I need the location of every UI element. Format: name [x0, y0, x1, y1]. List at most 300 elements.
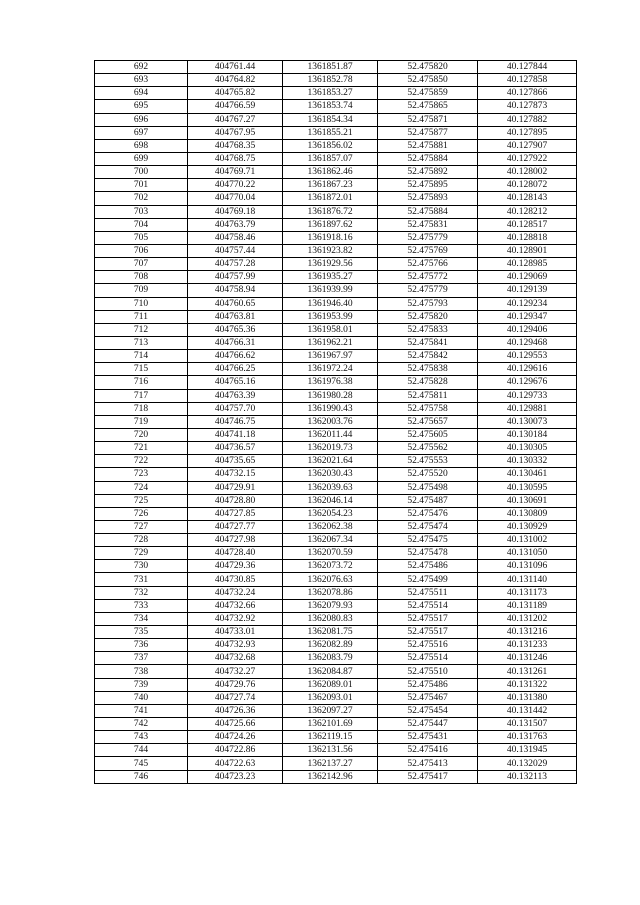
latitude-cell: 52.475498 [378, 481, 478, 494]
x-coordinate-cell: 404758.46 [188, 231, 283, 244]
y-coordinate-cell: 1361980.28 [283, 389, 378, 402]
y-coordinate-cell: 1362019.73 [283, 442, 378, 455]
table-row [95, 586, 577, 599]
table-row [95, 323, 577, 336]
table-row [95, 770, 577, 783]
y-coordinate-cell: 1361853.74 [283, 100, 378, 113]
x-coordinate-cell: 404732.66 [188, 599, 283, 612]
longitude-cell: 40.131140 [478, 573, 577, 586]
point-number-cell: 737 [95, 652, 188, 665]
point-number-cell: 722 [95, 455, 188, 468]
x-coordinate-cell: 404768.75 [188, 152, 283, 165]
longitude-cell: 40.131173 [478, 586, 577, 599]
x-coordinate-cell: 404757.99 [188, 271, 283, 284]
latitude-cell: 52.475811 [378, 389, 478, 402]
table-row [95, 468, 577, 481]
point-number-cell: 713 [95, 336, 188, 349]
y-coordinate-cell: 1361867.23 [283, 179, 378, 192]
y-coordinate-cell: 1362062.38 [283, 520, 378, 533]
x-coordinate-cell: 404727.85 [188, 507, 283, 520]
y-coordinate-cell: 1362142.96 [283, 770, 378, 783]
longitude-cell: 40.130184 [478, 428, 577, 441]
longitude-cell: 40.131507 [478, 718, 577, 731]
x-coordinate-cell: 404732.27 [188, 665, 283, 678]
y-coordinate-cell: 1362137.27 [283, 757, 378, 770]
point-number-cell: 716 [95, 376, 188, 389]
latitude-cell: 52.475510 [378, 665, 478, 678]
latitude-cell: 52.475772 [378, 271, 478, 284]
point-number-cell: 704 [95, 218, 188, 231]
x-coordinate-cell: 404757.28 [188, 258, 283, 271]
y-coordinate-cell: 1361935.27 [283, 271, 378, 284]
longitude-cell: 40.129069 [478, 271, 577, 284]
y-coordinate-cell: 1362073.72 [283, 560, 378, 573]
y-coordinate-cell: 1362079.93 [283, 599, 378, 612]
point-number-cell: 742 [95, 718, 188, 731]
y-coordinate-cell: 1361854.34 [283, 113, 378, 126]
longitude-cell: 40.131050 [478, 547, 577, 560]
point-number-cell: 746 [95, 770, 188, 783]
table-row [95, 639, 577, 652]
point-number-cell: 738 [95, 665, 188, 678]
longitude-cell: 40.129347 [478, 310, 577, 323]
longitude-cell: 40.131002 [478, 534, 577, 547]
x-coordinate-cell: 404727.74 [188, 691, 283, 704]
point-number-cell: 741 [95, 704, 188, 717]
y-coordinate-cell: 1361976.38 [283, 376, 378, 389]
longitude-cell: 40.131189 [478, 599, 577, 612]
x-coordinate-cell: 404746.75 [188, 415, 283, 428]
x-coordinate-cell: 404727.77 [188, 520, 283, 533]
table-row [95, 678, 577, 691]
point-number-cell: 706 [95, 244, 188, 257]
y-coordinate-cell: 1362054.23 [283, 507, 378, 520]
longitude-cell: 40.130809 [478, 507, 577, 520]
y-coordinate-cell: 1361876.72 [283, 205, 378, 218]
longitude-cell: 40.130305 [478, 442, 577, 455]
table-row [95, 534, 577, 547]
longitude-cell: 40.128985 [478, 258, 577, 271]
longitude-cell: 40.130073 [478, 415, 577, 428]
table-row [95, 152, 577, 165]
latitude-cell: 52.475838 [378, 363, 478, 376]
table-row [95, 731, 577, 744]
latitude-cell: 52.475417 [378, 770, 478, 783]
y-coordinate-cell: 1361953.99 [283, 310, 378, 323]
y-coordinate-cell: 1362097.27 [283, 704, 378, 717]
y-coordinate-cell: 1362119.15 [283, 731, 378, 744]
x-coordinate-cell: 404767.27 [188, 113, 283, 126]
y-coordinate-cell: 1362046.14 [283, 494, 378, 507]
latitude-cell: 52.475859 [378, 87, 478, 100]
table-row [95, 205, 577, 218]
latitude-cell: 52.475520 [378, 468, 478, 481]
y-coordinate-cell: 1361872.01 [283, 192, 378, 205]
y-coordinate-cell: 1361939.99 [283, 284, 378, 297]
x-coordinate-cell: 404763.39 [188, 389, 283, 402]
x-coordinate-cell: 404760.65 [188, 297, 283, 310]
table-row [95, 284, 577, 297]
table-row [95, 244, 577, 257]
latitude-cell: 52.475831 [378, 218, 478, 231]
y-coordinate-cell: 1362083.79 [283, 652, 378, 665]
y-coordinate-cell: 1362093.01 [283, 691, 378, 704]
x-coordinate-cell: 404757.70 [188, 402, 283, 415]
point-number-cell: 699 [95, 152, 188, 165]
x-coordinate-cell: 404722.86 [188, 744, 283, 757]
table-row [95, 231, 577, 244]
x-coordinate-cell: 404722.63 [188, 757, 283, 770]
y-coordinate-cell: 1362080.83 [283, 612, 378, 625]
x-coordinate-cell: 404761.44 [188, 61, 283, 74]
longitude-cell: 40.131246 [478, 652, 577, 665]
latitude-cell: 52.475820 [378, 310, 478, 323]
longitude-cell: 40.130595 [478, 481, 577, 494]
table-row [95, 626, 577, 639]
longitude-cell: 40.129468 [478, 336, 577, 349]
point-number-cell: 732 [95, 586, 188, 599]
point-number-cell: 694 [95, 87, 188, 100]
table-row [95, 652, 577, 665]
x-coordinate-cell: 404730.85 [188, 573, 283, 586]
longitude-cell: 40.128212 [478, 205, 577, 218]
y-coordinate-cell: 1362081.75 [283, 626, 378, 639]
table-row [95, 507, 577, 520]
y-coordinate-cell: 1361855.21 [283, 126, 378, 139]
longitude-cell: 40.131380 [478, 691, 577, 704]
table-row [95, 520, 577, 533]
x-coordinate-cell: 404724.26 [188, 731, 283, 744]
latitude-cell: 52.475476 [378, 507, 478, 520]
longitude-cell: 40.130461 [478, 468, 577, 481]
longitude-cell: 40.127882 [478, 113, 577, 126]
longitude-cell: 40.131763 [478, 731, 577, 744]
x-coordinate-cell: 404757.44 [188, 244, 283, 257]
table-row [95, 665, 577, 678]
longitude-cell: 40.131216 [478, 626, 577, 639]
latitude-cell: 52.475474 [378, 520, 478, 533]
latitude-cell: 52.475454 [378, 704, 478, 717]
latitude-cell: 52.475562 [378, 442, 478, 455]
x-coordinate-cell: 404728.40 [188, 547, 283, 560]
y-coordinate-cell: 1361852.78 [283, 74, 378, 87]
table-row [95, 100, 577, 113]
x-coordinate-cell: 404723.23 [188, 770, 283, 783]
latitude-cell: 52.475850 [378, 74, 478, 87]
table-row [95, 691, 577, 704]
latitude-cell: 52.475895 [378, 179, 478, 192]
x-coordinate-cell: 404770.22 [188, 179, 283, 192]
longitude-cell: 40.128002 [478, 166, 577, 179]
x-coordinate-cell: 404763.79 [188, 218, 283, 231]
y-coordinate-cell: 1361923.82 [283, 244, 378, 257]
longitude-cell: 40.127922 [478, 152, 577, 165]
table-row [95, 560, 577, 573]
longitude-cell: 40.129406 [478, 323, 577, 336]
y-coordinate-cell: 1361962.21 [283, 336, 378, 349]
point-number-cell: 720 [95, 428, 188, 441]
point-number-cell: 707 [95, 258, 188, 271]
longitude-cell: 40.129553 [478, 350, 577, 363]
point-number-cell: 711 [95, 310, 188, 323]
latitude-cell: 52.475511 [378, 586, 478, 599]
latitude-cell: 52.475833 [378, 323, 478, 336]
longitude-cell: 40.127866 [478, 87, 577, 100]
latitude-cell: 52.475865 [378, 100, 478, 113]
point-number-cell: 744 [95, 744, 188, 757]
longitude-cell: 40.131096 [478, 560, 577, 573]
latitude-cell: 52.475478 [378, 547, 478, 560]
point-number-cell: 726 [95, 507, 188, 520]
x-coordinate-cell: 404765.36 [188, 323, 283, 336]
latitude-cell: 52.475514 [378, 599, 478, 612]
table-row [95, 704, 577, 717]
table-row [95, 376, 577, 389]
longitude-cell: 40.130332 [478, 455, 577, 468]
y-coordinate-cell: 1361929.56 [283, 258, 378, 271]
latitude-cell: 52.475779 [378, 231, 478, 244]
point-number-cell: 727 [95, 520, 188, 533]
x-coordinate-cell: 404769.71 [188, 166, 283, 179]
y-coordinate-cell: 1362021.64 [283, 455, 378, 468]
table-row [95, 271, 577, 284]
y-coordinate-cell: 1362011.44 [283, 428, 378, 441]
table-row [95, 547, 577, 560]
latitude-cell: 52.475486 [378, 560, 478, 573]
point-number-cell: 698 [95, 139, 188, 152]
x-coordinate-cell: 404763.81 [188, 310, 283, 323]
latitude-cell: 52.475841 [378, 336, 478, 349]
x-coordinate-cell: 404766.25 [188, 363, 283, 376]
longitude-cell: 40.132029 [478, 757, 577, 770]
y-coordinate-cell: 1361946.40 [283, 297, 378, 310]
point-number-cell: 724 [95, 481, 188, 494]
table-row [95, 258, 577, 271]
table-row [95, 599, 577, 612]
point-number-cell: 733 [95, 599, 188, 612]
table-row [95, 297, 577, 310]
table-row [95, 192, 577, 205]
latitude-cell: 52.475881 [378, 139, 478, 152]
latitude-cell: 52.475553 [378, 455, 478, 468]
table-row [95, 455, 577, 468]
y-coordinate-cell: 1361958.01 [283, 323, 378, 336]
table-row [95, 442, 577, 455]
longitude-cell: 40.127858 [478, 74, 577, 87]
point-number-cell: 731 [95, 573, 188, 586]
longitude-cell: 40.130691 [478, 494, 577, 507]
x-coordinate-cell: 404741.18 [188, 428, 283, 441]
point-number-cell: 745 [95, 757, 188, 770]
x-coordinate-cell: 404764.82 [188, 74, 283, 87]
latitude-cell: 52.475514 [378, 652, 478, 665]
y-coordinate-cell: 1362078.86 [283, 586, 378, 599]
y-coordinate-cell: 1362039.63 [283, 481, 378, 494]
x-coordinate-cell: 404727.98 [188, 534, 283, 547]
table-row [95, 179, 577, 192]
table-row [95, 744, 577, 757]
point-number-cell: 730 [95, 560, 188, 573]
point-number-cell: 735 [95, 626, 188, 639]
y-coordinate-cell: 1361972.24 [283, 363, 378, 376]
x-coordinate-cell: 404732.15 [188, 468, 283, 481]
point-number-cell: 700 [95, 166, 188, 179]
y-coordinate-cell: 1362131.56 [283, 744, 378, 757]
point-number-cell: 717 [95, 389, 188, 402]
table-row [95, 74, 577, 87]
longitude-cell: 40.131261 [478, 665, 577, 678]
table-row [95, 757, 577, 770]
latitude-cell: 52.475517 [378, 612, 478, 625]
longitude-cell: 40.127895 [478, 126, 577, 139]
point-number-cell: 740 [95, 691, 188, 704]
longitude-cell: 40.127844 [478, 61, 577, 74]
x-coordinate-cell: 404732.24 [188, 586, 283, 599]
latitude-cell: 52.475657 [378, 415, 478, 428]
latitude-cell: 52.475447 [378, 718, 478, 731]
coordinates-table [94, 60, 577, 784]
y-coordinate-cell: 1362089.01 [283, 678, 378, 691]
latitude-cell: 52.475499 [378, 573, 478, 586]
y-coordinate-cell: 1362082.89 [283, 639, 378, 652]
latitude-cell: 52.475431 [378, 731, 478, 744]
longitude-cell: 40.128818 [478, 231, 577, 244]
x-coordinate-cell: 404728.80 [188, 494, 283, 507]
latitude-cell: 52.475884 [378, 205, 478, 218]
y-coordinate-cell: 1361857.07 [283, 152, 378, 165]
point-number-cell: 709 [95, 284, 188, 297]
latitude-cell: 52.475877 [378, 126, 478, 139]
latitude-cell: 52.475486 [378, 678, 478, 691]
latitude-cell: 52.475416 [378, 744, 478, 757]
x-coordinate-cell: 404729.36 [188, 560, 283, 573]
point-number-cell: 705 [95, 231, 188, 244]
point-number-cell: 718 [95, 402, 188, 415]
table-row [95, 336, 577, 349]
latitude-cell: 52.475766 [378, 258, 478, 271]
table-row [95, 350, 577, 363]
x-coordinate-cell: 404736.57 [188, 442, 283, 455]
point-number-cell: 714 [95, 350, 188, 363]
latitude-cell: 52.475758 [378, 402, 478, 415]
latitude-cell: 52.475871 [378, 113, 478, 126]
table-row [95, 113, 577, 126]
y-coordinate-cell: 1362067.34 [283, 534, 378, 547]
longitude-cell: 40.131322 [478, 678, 577, 691]
x-coordinate-cell: 404765.16 [188, 376, 283, 389]
table-row [95, 612, 577, 625]
point-number-cell: 712 [95, 323, 188, 336]
y-coordinate-cell: 1361897.62 [283, 218, 378, 231]
y-coordinate-cell: 1362084.87 [283, 665, 378, 678]
table-row [95, 428, 577, 441]
point-number-cell: 715 [95, 363, 188, 376]
longitude-cell: 40.129676 [478, 376, 577, 389]
longitude-cell: 40.129139 [478, 284, 577, 297]
y-coordinate-cell: 1362070.59 [283, 547, 378, 560]
longitude-cell: 40.129881 [478, 402, 577, 415]
point-number-cell: 710 [95, 297, 188, 310]
point-number-cell: 736 [95, 639, 188, 652]
longitude-cell: 40.131442 [478, 704, 577, 717]
point-number-cell: 703 [95, 205, 188, 218]
x-coordinate-cell: 404765.82 [188, 87, 283, 100]
x-coordinate-cell: 404767.95 [188, 126, 283, 139]
latitude-cell: 52.475517 [378, 626, 478, 639]
y-coordinate-cell: 1362076.63 [283, 573, 378, 586]
y-coordinate-cell: 1361851.87 [283, 61, 378, 74]
x-coordinate-cell: 404726.36 [188, 704, 283, 717]
latitude-cell: 52.475893 [378, 192, 478, 205]
table-row [95, 87, 577, 100]
x-coordinate-cell: 404766.62 [188, 350, 283, 363]
point-number-cell: 734 [95, 612, 188, 625]
latitude-cell: 52.475820 [378, 61, 478, 74]
latitude-cell: 52.475516 [378, 639, 478, 652]
latitude-cell: 52.475467 [378, 691, 478, 704]
table-row [95, 389, 577, 402]
longitude-cell: 40.129234 [478, 297, 577, 310]
latitude-cell: 52.475487 [378, 494, 478, 507]
table-row [95, 494, 577, 507]
point-number-cell: 692 [95, 61, 188, 74]
point-number-cell: 719 [95, 415, 188, 428]
point-number-cell: 739 [95, 678, 188, 691]
point-number-cell: 725 [95, 494, 188, 507]
latitude-cell: 52.475842 [378, 350, 478, 363]
longitude-cell: 40.129616 [478, 363, 577, 376]
x-coordinate-cell: 404758.94 [188, 284, 283, 297]
x-coordinate-cell: 404732.92 [188, 612, 283, 625]
point-number-cell: 743 [95, 731, 188, 744]
longitude-cell: 40.128143 [478, 192, 577, 205]
latitude-cell: 52.475769 [378, 244, 478, 257]
latitude-cell: 52.475605 [378, 428, 478, 441]
x-coordinate-cell: 404732.93 [188, 639, 283, 652]
longitude-cell: 40.127873 [478, 100, 577, 113]
y-coordinate-cell: 1362101.69 [283, 718, 378, 731]
y-coordinate-cell: 1361918.16 [283, 231, 378, 244]
point-number-cell: 729 [95, 547, 188, 560]
point-number-cell: 702 [95, 192, 188, 205]
longitude-cell: 40.131945 [478, 744, 577, 757]
point-number-cell: 701 [95, 179, 188, 192]
table-row [95, 481, 577, 494]
x-coordinate-cell: 404733.01 [188, 626, 283, 639]
point-number-cell: 723 [95, 468, 188, 481]
y-coordinate-cell: 1361990.43 [283, 402, 378, 415]
coordinates-table-body [95, 61, 577, 784]
table-row [95, 718, 577, 731]
table-row [95, 126, 577, 139]
table-row [95, 415, 577, 428]
x-coordinate-cell: 404735.65 [188, 455, 283, 468]
x-coordinate-cell: 404766.31 [188, 336, 283, 349]
longitude-cell: 40.128072 [478, 179, 577, 192]
table-row [95, 139, 577, 152]
table-row [95, 363, 577, 376]
longitude-cell: 40.132113 [478, 770, 577, 783]
longitude-cell: 40.128901 [478, 244, 577, 257]
latitude-cell: 52.475828 [378, 376, 478, 389]
x-coordinate-cell: 404729.91 [188, 481, 283, 494]
latitude-cell: 52.475892 [378, 166, 478, 179]
point-number-cell: 693 [95, 74, 188, 87]
x-coordinate-cell: 404770.04 [188, 192, 283, 205]
latitude-cell: 52.475413 [378, 757, 478, 770]
longitude-cell: 40.130929 [478, 520, 577, 533]
x-coordinate-cell: 404725.66 [188, 718, 283, 731]
